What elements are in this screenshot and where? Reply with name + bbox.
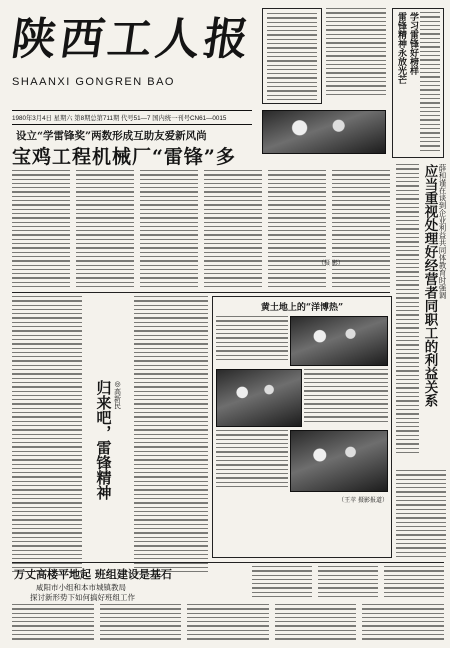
mid-caption: （摄 影） xyxy=(318,260,344,267)
date-line xyxy=(12,110,252,125)
bottom-subheadline-2: 探讨新形势下如何搞好班组工作 xyxy=(30,593,135,602)
masthead xyxy=(8,6,256,106)
left-story-body xyxy=(12,296,82,558)
masthead-title: 陕西工人报 xyxy=(8,14,256,65)
top-right-column xyxy=(392,8,444,158)
top-right-subheadline: 学习雷锋好榜样 xyxy=(408,12,418,75)
bottom-right-body xyxy=(252,566,444,602)
right-bottom-story xyxy=(396,470,446,558)
feature-photo-credit: （王苹 摄影报道） xyxy=(338,497,388,504)
date-line-text: 1980年3月4日 星期六 第8期总第711期 代号51—7 国内统一刊号CN61—0015 xyxy=(12,115,227,122)
lead-body xyxy=(12,170,390,288)
top-news-box xyxy=(326,8,386,104)
left-vertical-headline: 归来吧，雷锋精神 xyxy=(94,380,113,500)
section-rule xyxy=(12,292,390,293)
masthead-pinyin: SHAANXI GONGREN BAO xyxy=(12,76,175,88)
right-story-kicker: 薛和谨在谈到企业利益共同体教育时强调 xyxy=(438,164,447,299)
bottom-body xyxy=(12,604,444,644)
lead-kicker: 设立“学雷锋奖”两数形成互助友爱新风尚 xyxy=(16,130,207,142)
bottom-subheadline-1: 咸阳市小组和本市城镇教局 xyxy=(36,583,126,592)
feature-photo-3 xyxy=(290,430,388,492)
feature-headline: 黄土地上的“洋博热” xyxy=(260,303,344,313)
left-story-body-2 xyxy=(134,296,208,558)
bottom-headline: 万丈高楼平地起 班组建设是基石 xyxy=(14,568,172,581)
bottom-rule xyxy=(12,562,444,563)
right-story-headline: 应当重视处理好经营者同职工的利益关系 xyxy=(421,164,438,407)
feature-box xyxy=(212,296,392,558)
feature-photo-1 xyxy=(290,316,388,366)
right-story xyxy=(396,164,446,464)
top-right-headline: 雷锋精神永放光芒 xyxy=(396,12,406,84)
lead-headline: 宝鸡工程机械厂“雷锋”多 xyxy=(12,146,236,168)
top-index-box xyxy=(262,8,322,104)
feature-photo-2 xyxy=(216,369,302,427)
left-vertical-byline: ◎高新民 xyxy=(113,380,122,409)
left-vertical-headline-block xyxy=(86,380,130,530)
